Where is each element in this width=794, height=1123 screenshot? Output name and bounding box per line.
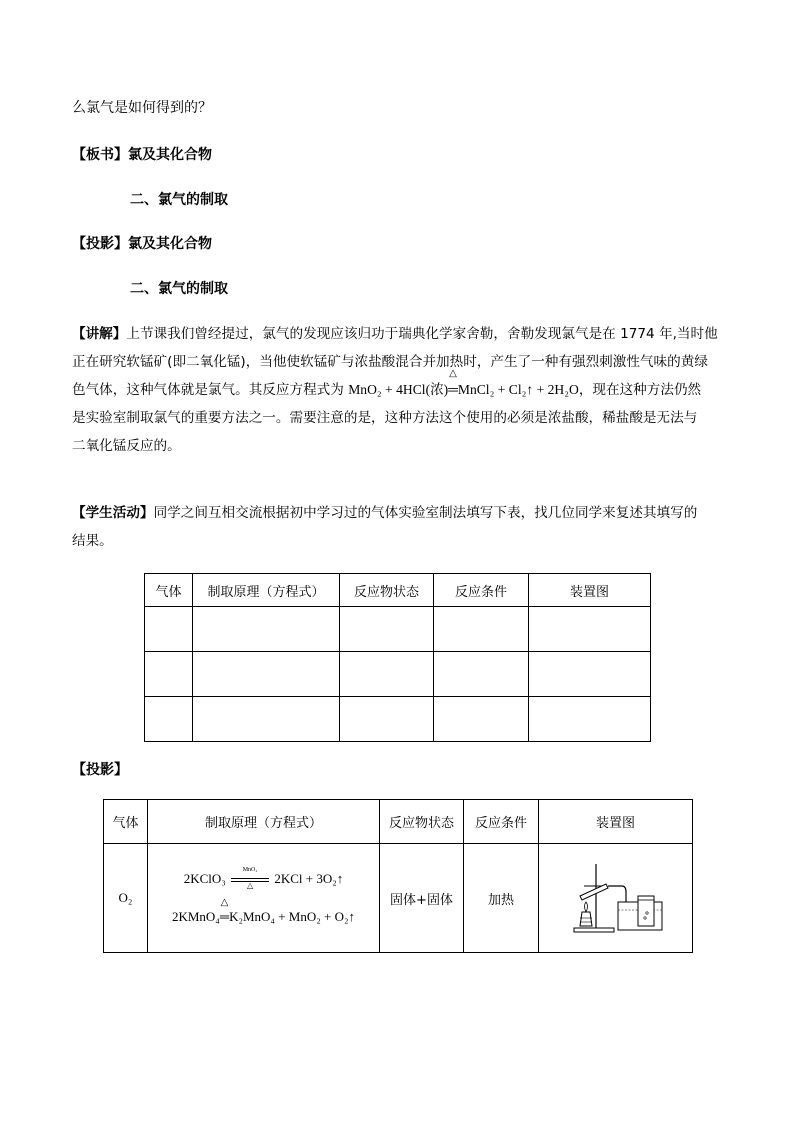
table1-header-condition: 反应条件 bbox=[434, 574, 529, 607]
projection-text: 氯及其化合物 bbox=[128, 236, 212, 252]
question-line: 么氯气是如何得到的？ bbox=[72, 100, 212, 116]
lecture-paragraph: 【讲解】上节课我们曾经提过，氯气的发现应该归功于瑞典化学家舍勒，舍勒发现氯气是在 1774 年,当时他 正在研究软锰矿(即二氧化锰)，当他使软锰矿与浓盐酸混合并加热时，产生了一种有强烈刺激性气味的黄绿 色气体，这种气体就是氯气。其反应方程式为 MnO₂ + 4HCl(浓) △ ═MnCl₂ + Cl₂↑ + 2H₂O，现在这种方法仍然 是实验室制取氯气的重要方法之一。需要注意的是，这种方法这个使用的必须是浓盐酸，稀盐酸是无法与 二氧化锰反应的。 bbox=[72, 326, 718, 454]
blank-gas-table bbox=[144, 573, 651, 742]
table1-header-apparatus: 装置图 bbox=[529, 574, 651, 607]
kmno4-equation: 2KMnO₄ △ ═K₂MnO₄ + MnO₂ + O₂↑ bbox=[171, 897, 356, 924]
projection-line bbox=[72, 234, 212, 254]
table2-header-condition: 反应条件 bbox=[464, 800, 539, 844]
table2-header-gas: 气体 bbox=[104, 800, 148, 844]
table-row bbox=[145, 607, 651, 652]
projection-tag: 【投影】 bbox=[72, 236, 128, 252]
board-line bbox=[72, 145, 212, 165]
board-text: 氯及其化合物 bbox=[128, 147, 212, 163]
lecture-tag: 【讲解】 bbox=[72, 326, 127, 342]
table2-header-apparatus: 装置图 bbox=[539, 800, 693, 844]
table2-header-principle: 制取原理（方程式） bbox=[148, 800, 380, 844]
gas-cell: O₂ bbox=[104, 844, 148, 953]
kclo3-equation: 2KClO₃ MnO₂ △ 2KCl + 3O₂↑ bbox=[183, 867, 344, 890]
chlorine-equation: MnO₂ + 4HCl(浓) △ ═MnCl₂ + Cl₂↑ + 2H₂O bbox=[348, 368, 579, 397]
board-subtitle: 二、氯气的制取 bbox=[130, 192, 228, 208]
apparatus-cell bbox=[539, 844, 693, 953]
table-row bbox=[145, 652, 651, 697]
board-tag: 【板书】 bbox=[72, 147, 128, 163]
table-row bbox=[104, 844, 693, 953]
table1-header-state: 反应物状态 bbox=[340, 574, 434, 607]
activity-tag: 【学生活动】 bbox=[72, 505, 154, 521]
table1-header-principle: 制取原理（方程式） bbox=[193, 574, 340, 607]
projection2-tag: 【投影】 bbox=[72, 762, 128, 778]
oxygen-apparatus-diagram bbox=[566, 856, 666, 936]
state-cell: 固体+固体 bbox=[380, 844, 464, 953]
projection-subtitle: 二、氯气的制取 bbox=[130, 281, 228, 297]
table-row bbox=[145, 697, 651, 742]
oxygen-table bbox=[103, 799, 693, 953]
equation-cell bbox=[148, 844, 380, 953]
activity-paragraph: 【学生活动】同学之间互相交流根据初中学习过的气体实验室制法填写下表，找几位同学来复述其填写的 结果。 bbox=[72, 505, 698, 549]
table1-header-gas: 气体 bbox=[145, 574, 193, 607]
condition-cell: 加热 bbox=[464, 844, 539, 953]
table2-header-state: 反应物状态 bbox=[380, 800, 464, 844]
